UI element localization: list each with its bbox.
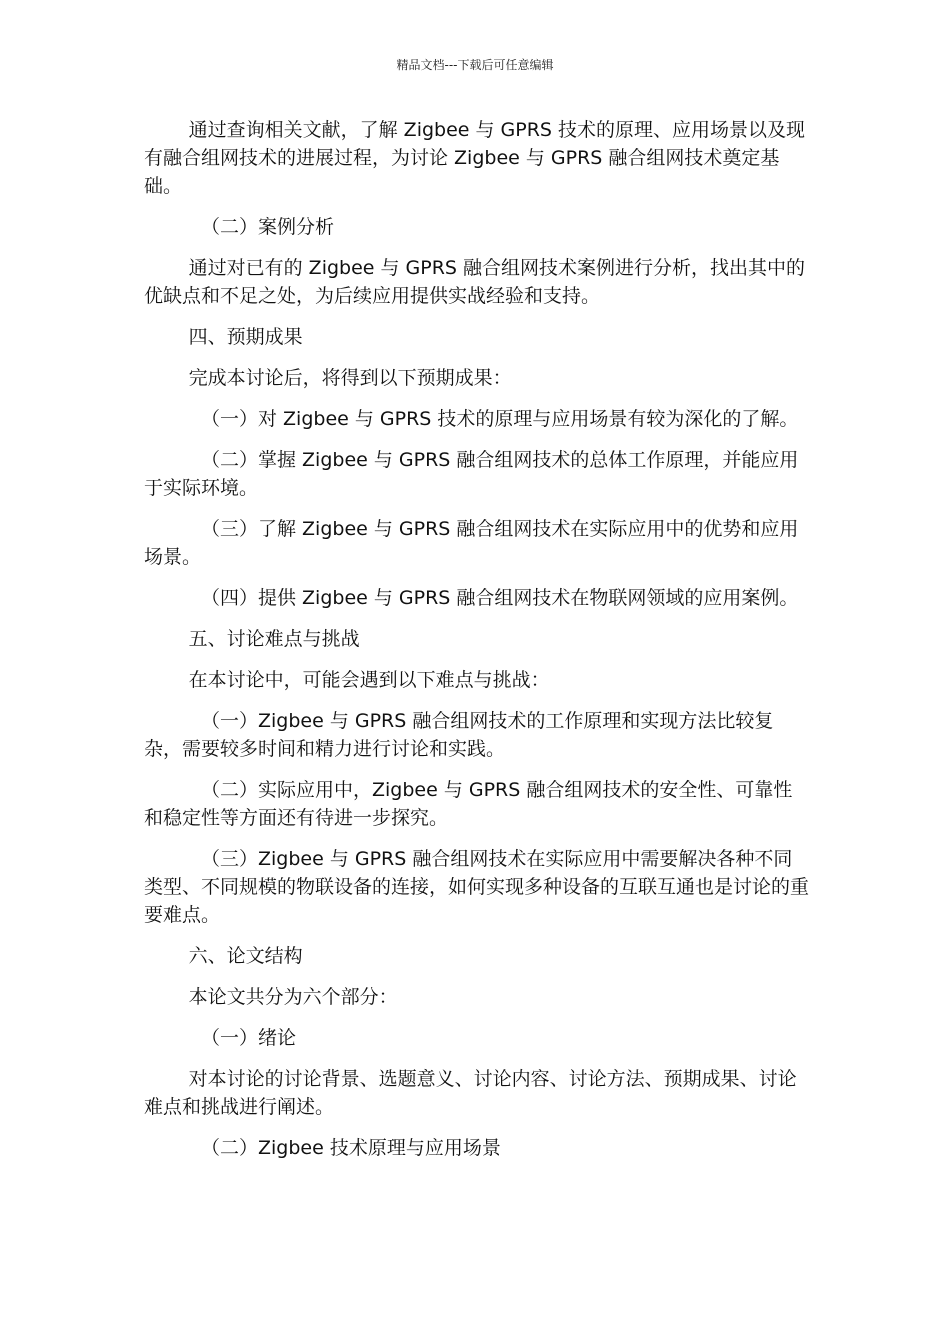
subsection-heading: （一）绪论 <box>201 1027 297 1049</box>
list-item: （三）Zigbee 与 GPRS 融合组网技术在实际应用中需要解决各种不同类型、不同规模的物联设备的连接，如何实现多种设备的互联互通也是讨论的重要难点。 <box>144 848 810 926</box>
paragraph: 通过对已有的 Zigbee 与 GPRS 融合组网技术案例进行分析，找出其中的优缺点和不足之处，为后续应用提供实战经验和支持。 <box>144 257 806 307</box>
list-item: （二）掌握 Zigbee 与 GPRS 融合组网技术的总体工作原理，并能应用于实际环境。 <box>144 449 799 499</box>
subsection-heading: （二）Zigbee 技术原理与应用场景 <box>201 1137 501 1159</box>
list-item: （四）提供 Zigbee 与 GPRS 融合组网技术在物联网领域的应用案例。 <box>201 587 799 609</box>
page-header: 精品文档---下载后可任意编辑 <box>396 58 554 72</box>
section-heading: 六、论文结构 <box>188 945 303 967</box>
list-item: （一）Zigbee 与 GPRS 融合组网技术的工作原理和实现方法比较复杂，需要较多时间和精力进行讨论和实践。 <box>144 710 774 760</box>
section-heading: 五、讨论难点与挑战 <box>188 628 360 650</box>
subsection-heading: （二）案例分析 <box>201 216 335 238</box>
document-body <box>144 116 810 1175</box>
list-item: （三）了解 Zigbee 与 GPRS 融合组网技术在实际应用中的优势和应用场景。 <box>144 518 799 568</box>
paragraph: 本论文共分为六个部分： <box>188 986 398 1008</box>
paragraph: 完成本讨论后，将得到以下预期成果： <box>188 367 512 389</box>
list-item: （一）对 Zigbee 与 GPRS 技术的原理与应用场景有较为深化的了解。 <box>201 408 799 430</box>
section-heading: 四、预期成果 <box>188 326 303 348</box>
list-item: （二）实际应用中，Zigbee 与 GPRS 融合组网技术的安全性、可靠性和稳定性等方面还有待进一步探究。 <box>144 779 793 829</box>
paragraph: 在本讨论中，可能会遇到以下难点与挑战： <box>188 669 550 691</box>
paragraph: 通过查询相关文献，了解 Zigbee 与 GPRS 技术的原理、应用场景以及现有融合组网技术的进展过程，为讨论 Zigbee 与 GPRS 融合组网技术奠定基础。 <box>144 119 806 197</box>
paragraph: 对本讨论的讨论背景、选题意义、讨论内容、讨论方法、预期成果、讨论难点和挑战进行阐述。 <box>144 1068 797 1118</box>
